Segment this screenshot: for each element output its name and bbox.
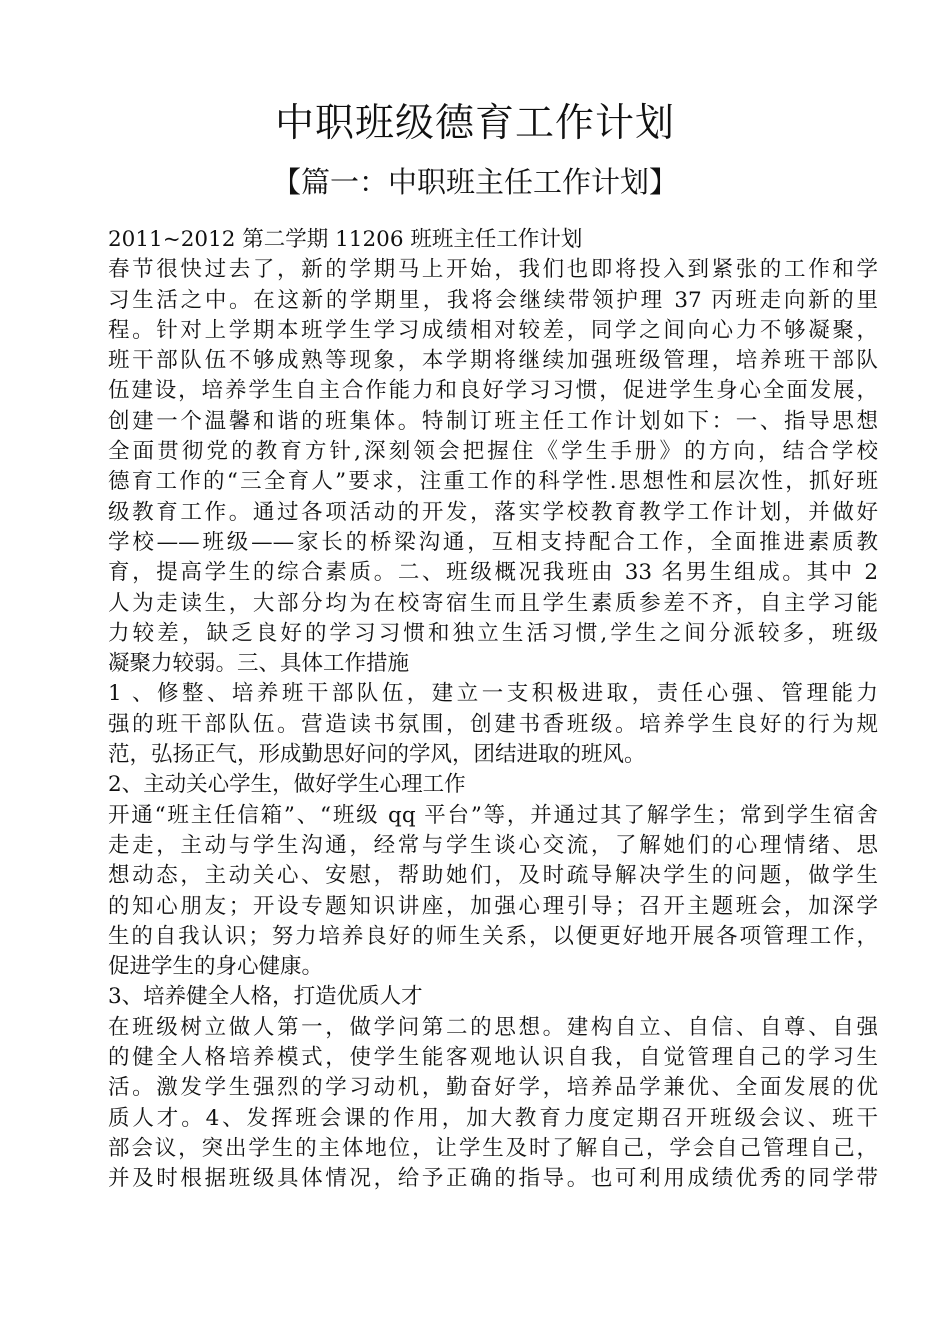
text-line: 生的自我认识；努力培养良好的师生关系，以便更好地开展各项管理工作， <box>108 923 878 949</box>
text-line: 1 、修整、培养班干部队伍，建立一支积极进取，责任心强、管理能力 <box>108 681 878 707</box>
text-line: 并及时根据班级具体情况，给予正确的指导。也可利用成绩优秀的同学带 <box>108 1166 878 1192</box>
text-line: 活。激发学生强烈的学习动机，勤奋好学，培养品学兼优、全面发展的优 <box>108 1075 878 1101</box>
document-body <box>108 225 878 1195</box>
text-line: 全面贯彻党的教育方针,深刻领会把握住《学生手册》的方向，结合学校 <box>108 439 878 465</box>
text-line: 在班级树立做人第一，做学问第二的思想。建构自立、自信、自尊、自强 <box>108 1014 878 1040</box>
text-line: 的健全人格培养模式，使学生能客观地认识自我，自觉管理自己的学习生 <box>108 1045 878 1071</box>
text-line: 学校——班级——家长的桥梁沟通，互相支持配合工作，全面推进素质教 <box>108 529 878 555</box>
text-line: 质人才。4、发挥班会课的作用，加大教育力度定期召开班级会议、班干 <box>108 1105 878 1131</box>
text-line: 程。针对上学期本班学生学习成绩相对较差，同学之间向心力不够凝聚， <box>108 317 878 343</box>
text-line: 凝聚力较弱。三、具体工作措施 <box>108 651 410 677</box>
text-line: 育，提高学生的综合素质。二、班级概况我班由 33 名男生组成。其中 2 <box>108 560 878 586</box>
text-line: 开通“班主任信箱”、“班级 qq 平台”等，并通过其了解学生；常到学生宿舍 <box>108 802 878 828</box>
text-line: 走走，主动与学生沟通，经常与学生谈心交流，了解她们的心理情绪、思 <box>108 832 878 858</box>
text-line: 人为走读生，大部分均为在校寄宿生而且学生素质参差不齐，自主学习能 <box>108 590 878 616</box>
text-line: 伍建设，培养学生自主合作能力和良好学习习惯，促进学生身心全面发展， <box>108 378 878 404</box>
text-line: 班干部队伍不够成熟等现象，本学期将继续加强班级管理，培养班干部队 <box>108 348 878 374</box>
document-title: 中职班级德育工作计划 <box>274 101 675 146</box>
text-line: 3、培养健全人格，打造优质人才 <box>108 984 423 1010</box>
text-line: 促进学生的身心健康。 <box>108 954 324 980</box>
text-line: 范，弘扬正气，形成勤思好问的学风，团结进取的班风。 <box>108 742 646 768</box>
text-line: 德育工作的“三全育人”要求，注重工作的科学性.思想性和层次性，抓好班 <box>108 469 878 495</box>
text-line: 部会议，突出学生的主体地位，让学生及时了解自己，学会自己管理自己， <box>108 1135 878 1161</box>
text-line: 习生活之中。在这新的学期里，我将会继续带领护理 37 丙班走向新的里 <box>108 287 878 313</box>
text-line: 的知心朋友；开设专题知识讲座，加强心理引导；召开主题班会，加深学 <box>108 893 878 919</box>
text-line: 强的班干部队伍。营造读书氛围，创建书香班级。培养学生良好的行为规 <box>108 711 878 737</box>
text-line: 2、主动关心学生，做好学生心理工作 <box>108 772 466 798</box>
text-line: 创建一个温馨和谐的班集体。特制订班主任工作计划如下：一、指导思想 <box>108 408 878 434</box>
text-line: 2011~2012 第二学期 11206 班班主任工作计划 <box>108 227 583 252</box>
document-subtitle: 【篇一：中职班主任工作计划】 <box>271 165 678 199</box>
text-line: 力较差，缺乏良好的学习习惯和独立生活习惯,学生之间分派较多，班级 <box>108 620 878 646</box>
text-line: 春节很快过去了，新的学期马上开始，我们也即将投入到紧张的工作和学 <box>108 257 878 283</box>
text-line: 级教育工作。通过各项活动的开发，落实学校教育教学工作计划，并做好 <box>108 499 878 525</box>
text-line: 想动态，主动关心、安慰，帮助她们，及时疏导解决学生的问题，做学生 <box>108 863 878 889</box>
